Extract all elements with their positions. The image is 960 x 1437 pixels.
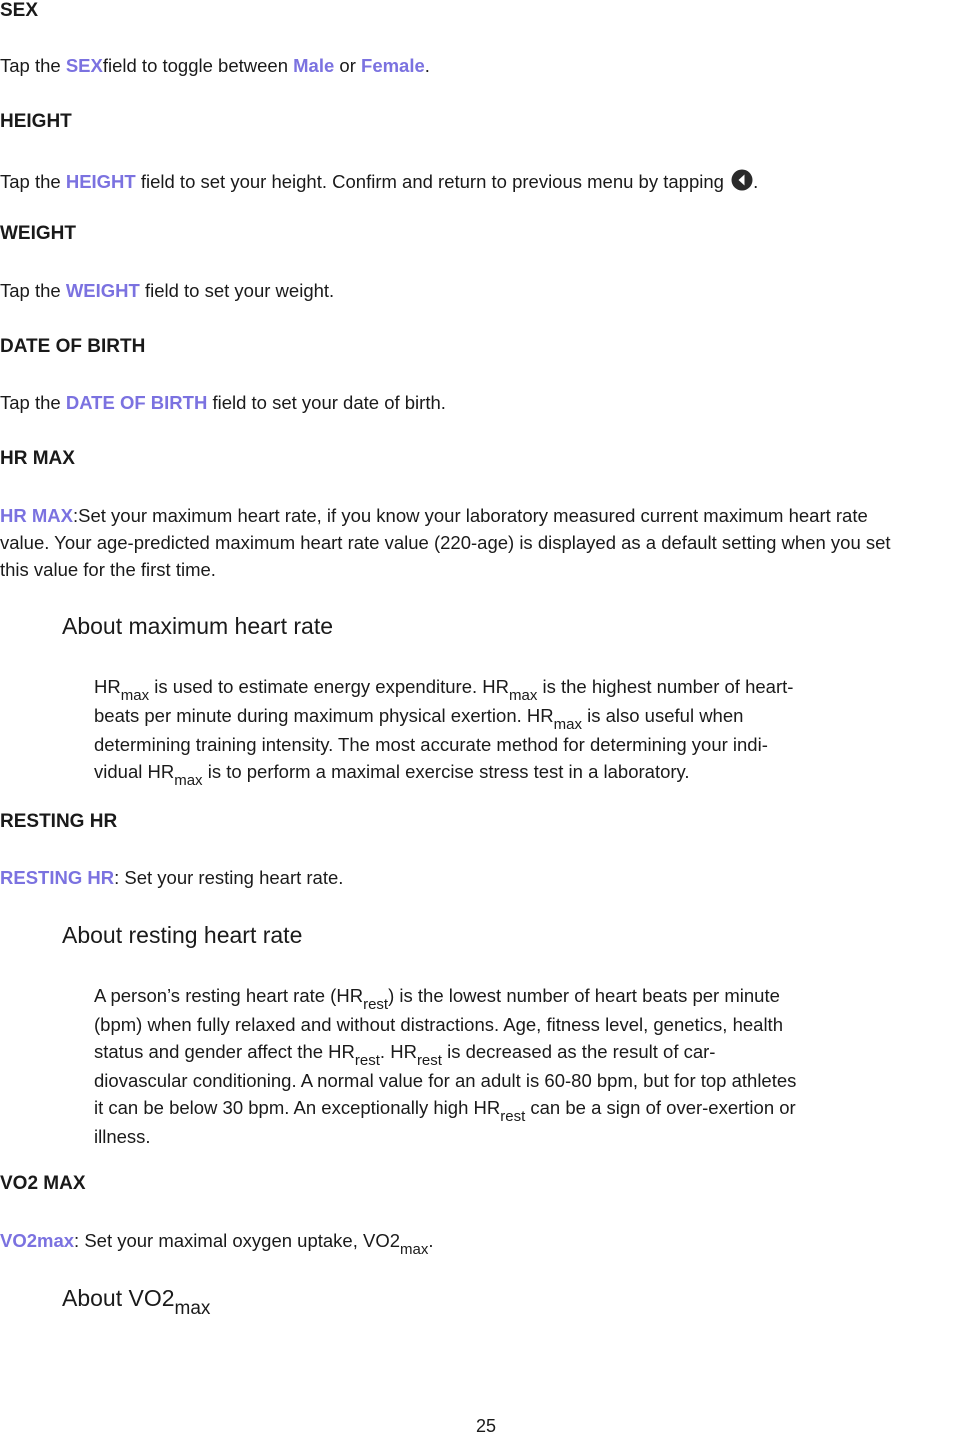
resting-hr-keyword: RESTING HR [0,867,115,888]
back-arrow-circle-icon [731,169,753,191]
male-keyword: Male [293,55,335,76]
about-resting-hr-title: About resting heart rate [62,922,303,948]
about-max-hr-text: $HR_{max}$ is used to estimate energy expenditure. $HR_{max}$ is the highest number of heart- beats per minute during maximum physical exertion. $HR_{max}$ is also useful when determining training intensity. The most accurate method for determining your indi- vidual $HR_{max}$ is to perform a maximal exercise stress test in a laboratory. [94,676,794,789]
resting-hr-paragraph: RESTING HR: Set your resting heart rate. [0,867,344,888]
dob-heading: DATE OF BIRTH [0,336,146,357]
about-max-hr-title: About maximum heart rate [62,613,334,639]
weight-paragraph: Tap the WEIGHT field to set your weight. [0,280,335,301]
dob-keyword: DATE OF BIRTH [65,392,208,413]
hrmax-paragraph: HR MAX:Set your maximum heart rate, if you know your laboratory measured current maximum heart rate value. Your age-predicted maximum heart rate value (220-age) is displayed as a default setting when you set this value for the first time. [0,505,891,580]
sex-paragraph: Tap the SEXfield to toggle between Male or Female. [0,55,430,76]
height-paragraph: Tap the HEIGHT field to set your height. Confirm and return to previous menu by tapping . [0,171,759,192]
weight-keyword: WEIGHT [65,280,140,301]
hrmax-heading: HR MAX [0,448,75,469]
vo2max-paragraph: VO2max: Set your maximal oxygen uptake, $VO2_{max}$. [0,1230,434,1258]
sex-keyword: SEX [65,55,103,76]
dob-paragraph: Tap the DATE OF BIRTH field to set your date of birth. [0,392,446,413]
page-number: 25 [476,1416,497,1436]
height-keyword: HEIGHT [65,171,136,192]
sex-heading: SEX [0,0,39,21]
about-resting-hr-text: A person’s resting heart rate $(HR_{rest})$ is the lowest number of heart beats per minute (bpm) when fully relaxed and without distractions. Age, fitness level, genetics, health status and gender affect the $HR_{rest}$. $HR_{rest}$ is decreased as the result of car- diovascular conditioning. A normal value for an adult is 60-80 bpm, but for top athletes it can be below 30 bpm. An exceptionally high $HR_{rest}$ can be a sign of over-exertion or illness. [94,985,797,1147]
weight-heading: WEIGHT [0,223,76,244]
about-vo2max-title: About $VO2_{max}$ [62,1285,211,1319]
female-keyword: Female [361,55,425,76]
vo2max-heading: VO2 MAX [0,1173,86,1194]
height-heading: HEIGHT [0,111,72,132]
resting-hr-heading: RESTING HR [0,811,118,832]
hrmax-keyword: HR MAX [0,505,73,526]
vo2max-keyword: VO2max [0,1230,75,1251]
